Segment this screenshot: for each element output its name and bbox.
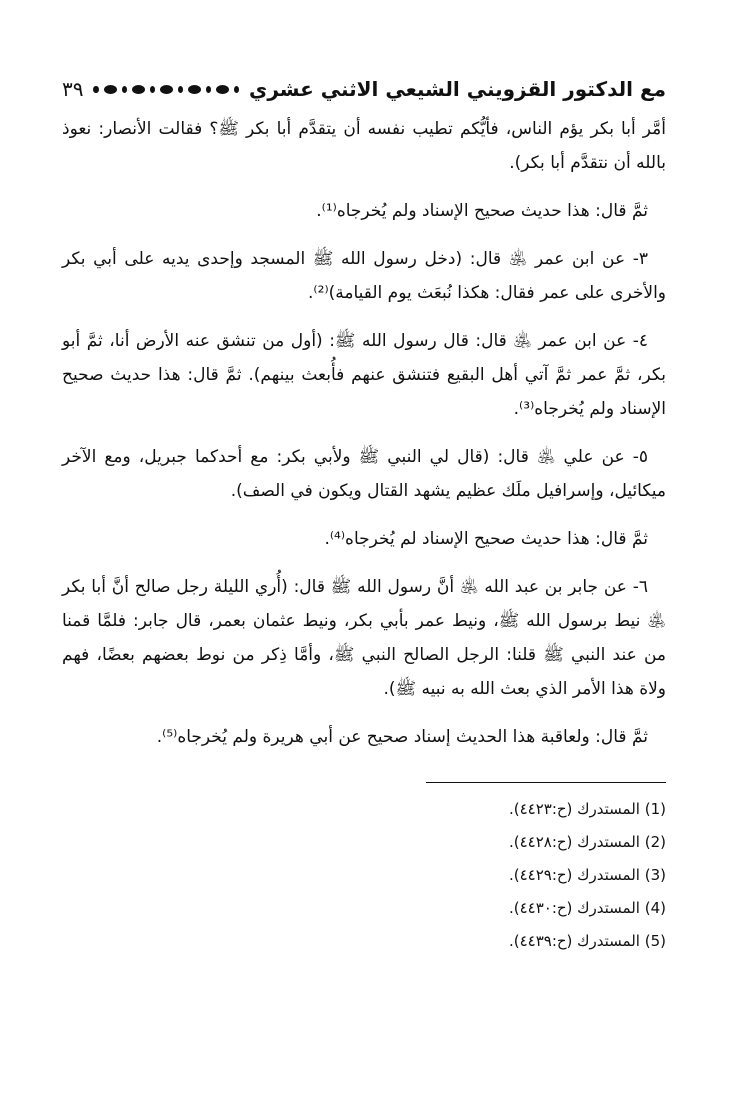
running-header <box>62 72 666 106</box>
header-title: مع الدكتور القزويني الشيعي الاثني عشري <box>248 77 666 101</box>
paragraph: ٣- عن ابن عمر ﵁ قال: (دخل رسول الله ﷺ المسجد وإحدى يديه على أبي بكر والأخرى على عمر فقال: هكذا نُبعَث يوم القيامة)⁽²⁾. <box>62 249 666 303</box>
footnote: (4) المستدرك (ح:٤٤٣٠). <box>508 899 666 917</box>
footnote: (1) المستدرك (ح:٤٤٢٣). <box>508 800 666 818</box>
ornament-leaf <box>150 86 155 93</box>
paragraph: ٥- عن علي ﵁ قال: (قال لي النبي ﷺ ولأبي بكر: مع أحدكما جبريل، ومع الآخر ميكائيل، وإسرافيل ملَك عظيم يشهد القتال ويكون في الصف). <box>62 447 666 501</box>
page-number: ٣٩ <box>62 77 84 101</box>
ornament-leaf <box>206 86 211 93</box>
ornament-leaf <box>93 86 98 93</box>
ornament-leaf <box>178 86 183 93</box>
footnotes <box>62 793 666 958</box>
footnote: (5) المستدرك (ح:٤٤٣٩). <box>508 932 666 950</box>
ornament-leaf <box>234 86 239 93</box>
ornament-leaf <box>216 85 229 94</box>
paragraph: ثمَّ قال: ولعاقبة هذا الحديث إسناد صحيح عن أبي هريرة ولم يُخرجاه⁽⁵⁾. <box>156 727 648 747</box>
ornament-leaf <box>132 85 145 94</box>
ornament-leaf <box>188 85 201 94</box>
paragraph: ٤- عن ابن عمر ﵁ قال: قال رسول الله ﷺ: (أول من تنشق عنه الأرض أنا، ثمَّ أبو بكر، ثمَّ عمر ثمَّ آتي أهل البقيع فتنشق عنهم فأُبعث بينهم). ثمَّ قال: هذا حديث صحيح الإسناد ولم يُخرجاه⁽³⁾. <box>62 331 666 419</box>
footnote-divider <box>426 782 666 783</box>
header-ornament <box>93 85 239 94</box>
body-text <box>62 112 666 754</box>
footnote: (2) المستدرك (ح:٤٤٢٨). <box>508 833 666 851</box>
ornament-leaf <box>122 86 127 93</box>
paragraph: ثمَّ قال: هذا حديث صحيح الإسناد لم يُخرجاه⁽⁴⁾. <box>324 529 648 549</box>
paragraph: ٦- عن جابر بن عبد الله ﵁ أنَّ رسول الله ﷺ قال: (أُري الليلة رجل صالح أنَّ أبا بكر ﵁ نيط برسول الله ﷺ، ونيط عمر بأبي بكر، ونيط عثمان بعمر، قال جابر: فلمَّا قمنا من عند النبي ﷺ قلنا: الرجل الصالح النبي ﷺ، وأمَّا ذِكر من نوط بعضهم بعضًا، فهم ولاة هذا الأمر الذي بعث الله به نبيه ﷺ). <box>62 577 666 699</box>
footnote: (3) المستدرك (ح:٤٤٢٩). <box>508 866 666 884</box>
ornament-leaf <box>160 85 173 94</box>
ornament-leaf <box>104 85 117 94</box>
paragraph: أمَّر أبا بكر يؤم الناس، فأيُّكم تطيب نفسه أن يتقدَّم أبا بكر ﷺ؟ فقالت الأنصار: نعوذ بالله أن نتقدَّم أبا بكر). <box>62 119 666 173</box>
paragraph: ثمَّ قال: هذا حديث صحيح الإسناد ولم يُخرجاه⁽¹⁾. <box>316 201 648 221</box>
